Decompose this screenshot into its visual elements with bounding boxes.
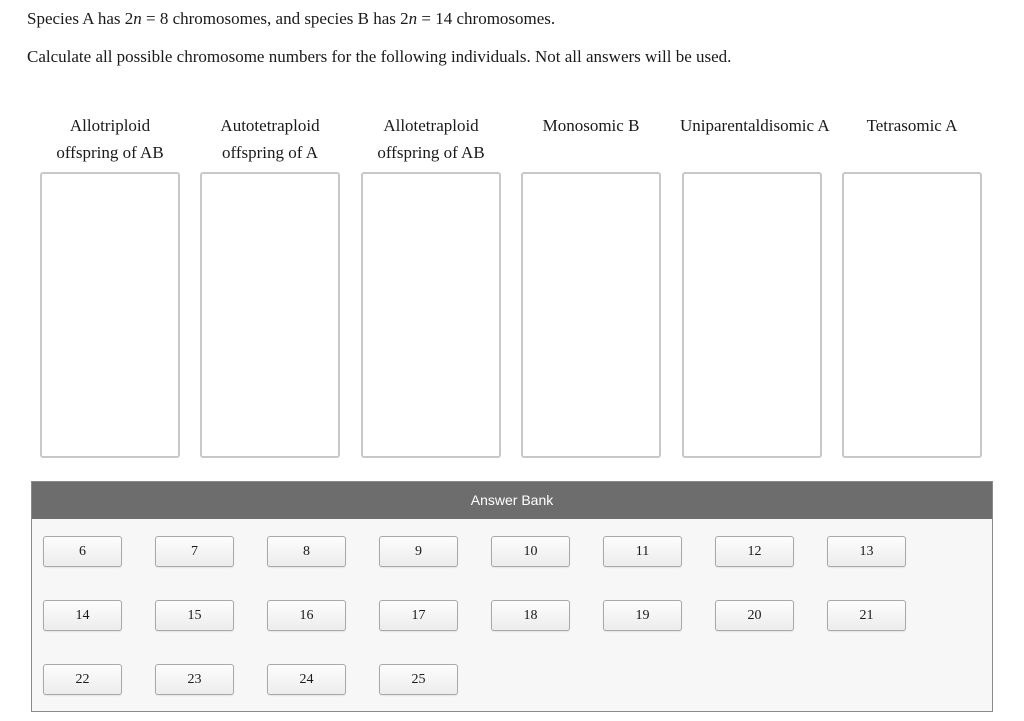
answer-chip[interactable]: 13 bbox=[827, 536, 906, 567]
target-label-line-2: offspring of A bbox=[221, 143, 318, 162]
answer-chip[interactable]: 7 bbox=[155, 536, 234, 567]
target-label bbox=[680, 112, 830, 168]
answer-bank bbox=[31, 481, 993, 712]
answer-bank-title: Answer Bank bbox=[32, 482, 992, 519]
target-label-line-1: Autotetraploid bbox=[220, 116, 320, 135]
answer-chip[interactable]: 16 bbox=[267, 600, 346, 631]
target-column bbox=[359, 112, 503, 168]
answer-chip[interactable]: 21 bbox=[827, 600, 906, 631]
target-label-line-1: Allotetraploid bbox=[383, 116, 479, 135]
question-text: = 14 chromosomes. bbox=[417, 9, 556, 28]
drop-zone[interactable] bbox=[842, 172, 982, 458]
drop-zone[interactable] bbox=[361, 172, 501, 458]
target-column bbox=[840, 112, 984, 168]
answer-chip[interactable]: 25 bbox=[379, 664, 458, 695]
answer-chip[interactable]: 14 bbox=[43, 600, 122, 631]
target-label-line-1: Allotriploid bbox=[69, 116, 151, 135]
variable-n: n bbox=[133, 9, 142, 28]
answer-chip[interactable]: 6 bbox=[43, 536, 122, 567]
target-column bbox=[680, 112, 830, 168]
answer-chip[interactable]: 10 bbox=[491, 536, 570, 567]
target-label bbox=[840, 112, 984, 168]
target-label-line-2: offspring of AB bbox=[56, 143, 164, 162]
answer-chip[interactable]: 22 bbox=[43, 664, 122, 695]
target-label-line-1: Uniparentaldisomic A bbox=[680, 116, 830, 135]
question-text: Species A has 2 bbox=[27, 9, 134, 28]
target-label bbox=[519, 112, 663, 168]
question-line-2: Calculate all possible chromosome numbers for the following individuals. Not all answers will be used. bbox=[27, 47, 732, 66]
answer-chip[interactable]: 23 bbox=[155, 664, 234, 695]
answer-chip[interactable]: 12 bbox=[715, 536, 794, 567]
variable-n: n bbox=[408, 9, 418, 28]
target-column bbox=[519, 112, 663, 168]
target-column bbox=[38, 112, 182, 168]
target-label bbox=[38, 112, 182, 168]
target-label-line-1: Tetrasomic A bbox=[866, 116, 958, 135]
answer-chip[interactable]: 8 bbox=[267, 536, 346, 567]
answer-chip[interactable]: 24 bbox=[267, 664, 346, 695]
target-label bbox=[198, 112, 342, 168]
answer-chip[interactable]: 20 bbox=[715, 600, 794, 631]
question-line-1 bbox=[27, 9, 555, 29]
answer-chip[interactable]: 11 bbox=[603, 536, 682, 567]
drop-zone[interactable] bbox=[521, 172, 661, 458]
question-text: = 8 chromosomes, and species B has 2 bbox=[141, 9, 409, 28]
answer-chip[interactable]: 18 bbox=[491, 600, 570, 631]
answer-chip[interactable]: 17 bbox=[379, 600, 458, 631]
drop-zone[interactable] bbox=[40, 172, 180, 458]
answer-chip[interactable]: 9 bbox=[379, 536, 458, 567]
target-column bbox=[198, 112, 342, 168]
target-label bbox=[359, 112, 503, 168]
drop-zone[interactable] bbox=[682, 172, 822, 458]
drop-zone[interactable] bbox=[200, 172, 340, 458]
target-label-line-2: offspring of AB bbox=[377, 143, 485, 162]
answer-chip[interactable]: 19 bbox=[603, 600, 682, 631]
target-label-line-1: Monosomic B bbox=[542, 116, 640, 135]
answer-chip[interactable]: 15 bbox=[155, 600, 234, 631]
